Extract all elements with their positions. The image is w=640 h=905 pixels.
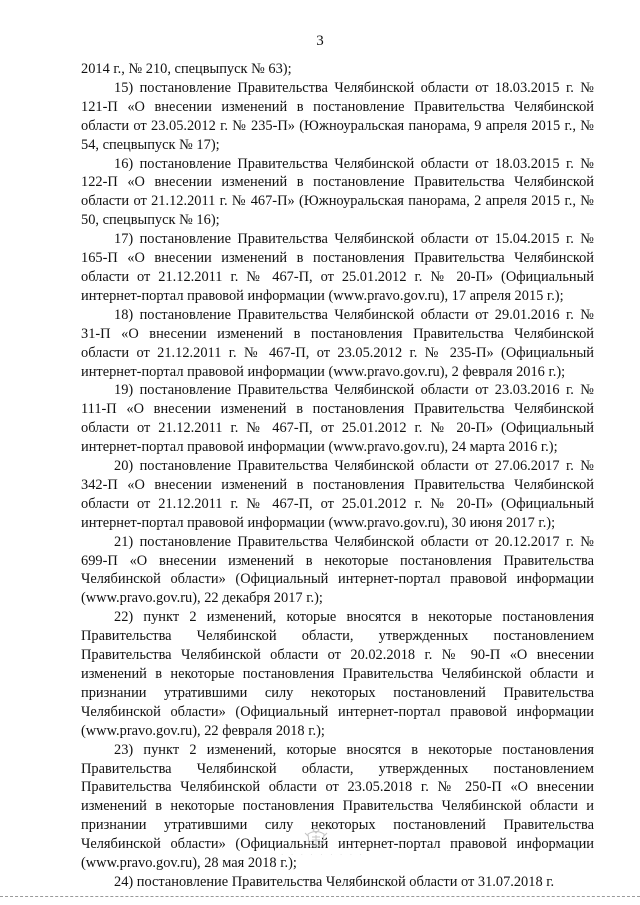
list-item-22: 22) пункт 2 изменений, которые вносятся в некоторые постановления Правительства Челябинской области, утвержденных постановлением Правительства Челябинской области от 20.02.2018 г. № 90-П «О внесении изменений в некоторые постановления Правительства Челябинской области и признании утратившими силу некоторых постановлений Правительства Челябинской области» (Официальный интернет-портал правовой информации (www.pravo.gov.ru), 22 февраля 2018 г.);: [81, 609, 594, 739]
list-item-21: 21) постановление Правительства Челябинской области от 20.12.2017 г. № 699-П «О внесении изменений в некоторые постановления Правительства Челябинской области» (Официальный интернет-портал правовой информации (www.pravo.gov.ru), 22 декабря 2017 г.);: [81, 533, 594, 607]
list-item-24: 24) постановление Правительства Челябинской области от 31.07.2018 г.: [114, 873, 555, 890]
list-item-18: 18) постановление Правительства Челябинской области от 29.01.2016 г. № 31-П «О внесении изменений в постановления Правительства Челябинской области от 21.12.2011 г. № 467-П, от 23.05.2012 г. № 235-П» (Официальный интернет-портал правовой информации (www.pravo.gov.ru), 2 февраля 2016 г.);: [81, 306, 594, 380]
list-item-23: 23) пункт 2 изменений, которые вносятся в некоторые постановления Правительства Челябинской области, утвержденных постановлением Правительства Челябинской области от 23.05.2018 г. № 250-П «О внесении изменений в некоторые постановления Правительства Челябинской области и признании утратившими силу некоторых постановлений Правительства Челябинской области» (Официальный интернет-портал правовой информации (www.pravo.gov.ru), 28 мая 2018 г.);: [81, 741, 594, 872]
list-item-15: 15) постановление Правительства Челябинской области от 18.03.2015 г. № 121-П «О внесении изменений в постановление Правительства Челябинской области от 23.05.2012 г. № 235-П» (Южноуральская панорама, 9 апреля 2015 г., № 54, спецвыпуск № 17);: [81, 79, 594, 153]
paragraph-continuation: 2014 г., № 210, спецвыпуск № 63);: [81, 61, 292, 77]
page-number: 3: [316, 33, 324, 49]
coat-of-arms-stamp-icon: [302, 825, 330, 851]
page-bottom-rule: [0, 896, 640, 897]
stamp-faint-text: · · · · · · · · ·: [281, 852, 365, 859]
document-body: [81, 60, 594, 892]
list-item-19: 19) постановление Правительства Челябинской области от 23.03.2016 г. № 111-П «О внесении изменений в постановления Правительства Челябинской области от 21.12.2011 г. № 467-П, от 25.01.2012 г. № 20-П» (Официальный интернет-портал правовой информации (www.pravo.gov.ru), 24 марта 2016 г.);: [81, 382, 594, 456]
list-item-20: 20) постановление Правительства Челябинской области от 27.06.2017 г. № 342-П «О внесении изменений в постановления Правительства Челябинской области от 21.12.2011 г. № 467-П, от 25.01.2012 г. № 20-П» (Официальный интернет-портал правовой информации (www.pravo.gov.ru), 30 июня 2017 г.);: [81, 458, 594, 531]
list-item-17: 17) постановление Правительства Челябинской области от 15.04.2015 г. № 165-П «О внесении изменений в постановления Правительства Челябинской области от 21.12.2011 г. № 467-П, от 25.01.2012 г. № 20-П» (Официальный интернет-портал правовой информации (www.pravo.gov.ru), 17 апреля 2015 г.);: [81, 231, 594, 304]
list-item-16: 16) постановление Правительства Челябинской области от 18.03.2015 г. № 122-П «О внесении изменений в постановление Правительства Челябинской области от 21.12.2011 г. № 467-П» (Южноуральская панорама, 2 апреля 2015 г., № 50, спецвыпуск № 16);: [81, 155, 594, 229]
